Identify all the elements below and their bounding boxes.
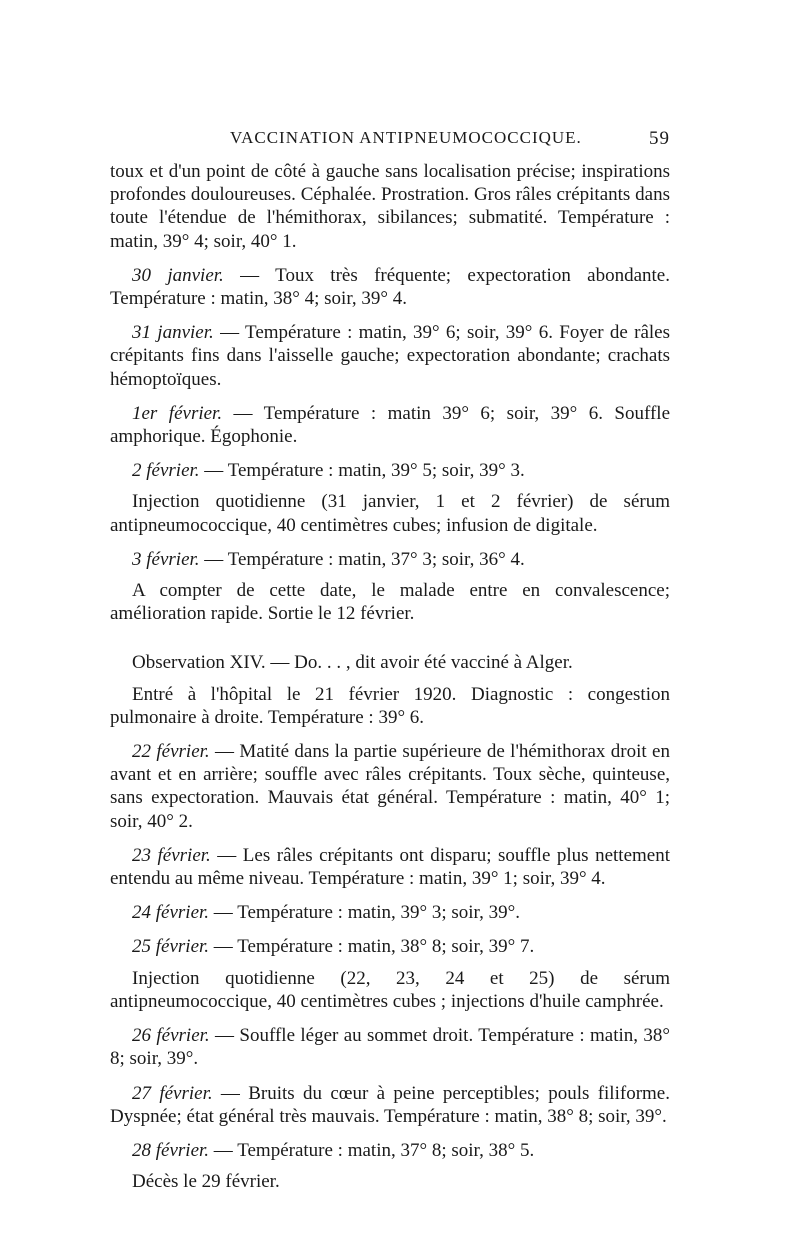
dated-entry [110,740,670,833]
entry-text: — Température : matin 39° 6; soir, 39° 6. Souffle amphorique. Égophonie. [110,402,670,448]
entry-text: — Température : matin, 37° 8; soir, 38° 5. [209,1139,535,1161]
entry-date: 26 février. [132,1025,210,1047]
paragraph-text: A compter de cette date, le malade entre en convalescence; amélioration rapide. Sortie le 12 février. [110,580,670,625]
paragraph-text: Décès le 29 février. [132,1171,280,1193]
observation-text: Observation XIV. — Do. . . , dit avoir été vacciné à Alger. [132,652,573,674]
entry-date: 24 février. [132,902,210,924]
dated-entry [110,1139,670,1162]
page-number: 59 [649,128,670,149]
paragraph [110,160,670,253]
entry-text: — Matité dans la partie supérieure de l'hémithorax droit en avant et en arrière; souffle avec râles crépitants. Toux sèche, quinteuse, sans expectoration. Mauvais état général. Température : matin, 40° 1; soir, 40° 2. [110,741,670,832]
entry-date: 27 février. [132,1082,213,1104]
entry-date: 28 février. [132,1139,210,1161]
running-title: VACCINATION ANTIPNEUMOCOCCIQUE. [230,128,582,147]
entry-text: — Température : matin, 39° 6; soir, 39° 6. Foyer de râles crépitants fins dans l'aisselle gauche; expectoration abondante; crachats hémoptoïques. [110,322,670,390]
dated-entry [110,264,670,310]
paragraph [110,683,670,729]
entry-text: — Température : matin, 39° 3; soir, 39°. [209,902,520,924]
entry-date: 30 janvier. [132,264,224,286]
paragraph [110,579,670,625]
paragraph [110,967,670,1013]
entry-date: 3 février. [132,548,200,570]
dated-entry [110,459,670,482]
paragraph-text: toux et d'un point de côté à gauche sans localisation précise; inspirations profondes douloureuses. Céphalée. Prostration. Gros râles crépitants dans toute l'étendue de l'hémithorax, sibilances; submatité. Température : matin, 39° 4; soir, 40° 1. [110,161,670,252]
entry-date: 31 janvier. [132,322,214,344]
dated-entry [110,935,670,958]
entry-text: — Bruits du cœur à peine perceptibles; pouls filiforme. Dyspnée; état général très mauvais. Température : matin, 38° 8; soir, 39°. [110,1082,670,1127]
entry-text: — Souffle léger au sommet droit. Température : matin, 38° 8; soir, 39°. [110,1025,670,1070]
entry-text: — Les râles crépitants ont disparu; souffle plus nettement entendu au même niveau. Température : matin, 39° 1; soir, 39° 4. [110,844,670,890]
dated-entry [110,548,670,571]
entry-date: 22 février. [132,741,210,763]
dated-entry [110,844,670,890]
entry-text: — Toux très fréquente; expectoration abondante. Température : matin, 38° 4; soir, 39° 4. [110,264,670,310]
dated-entry [110,901,670,924]
dated-entry [110,321,670,391]
observation-heading [110,651,670,674]
entry-date: 23 février. [132,844,211,866]
paragraph-text: Entré à l'hôpital le 21 février 1920. Diagnostic : congestion pulmonaire à droite. Température : 39° 6. [110,683,670,728]
paragraph-text: Injection quotidienne (22, 23, 24 et 25) de sérum antipneumococcique, 40 centimètres cubes ; injections d'huile camphrée. [110,967,670,1012]
entry-text: — Température : matin, 38° 8; soir, 39° 7. [209,936,535,958]
entry-text: — Température : matin, 39° 5; soir, 39° 3. [199,460,525,482]
dated-entry [110,402,670,448]
entry-date: 2 février. [132,460,200,482]
page-body [110,160,670,1204]
paragraph [110,490,670,536]
paragraph-text: Injection quotidienne (31 janvier, 1 et 2 février) de sérum antipneumococcique, 40 centimètres cubes; infusion de digitale. [110,491,670,536]
dated-entry [110,1082,670,1128]
paragraph [110,1170,670,1193]
running-header [110,128,670,156]
dated-entry [110,1024,670,1070]
entry-text: — Température : matin, 37° 3; soir, 36° 4. [199,548,525,570]
entry-date: 25 février. [132,936,210,958]
entry-date: 1er février. [132,402,223,424]
